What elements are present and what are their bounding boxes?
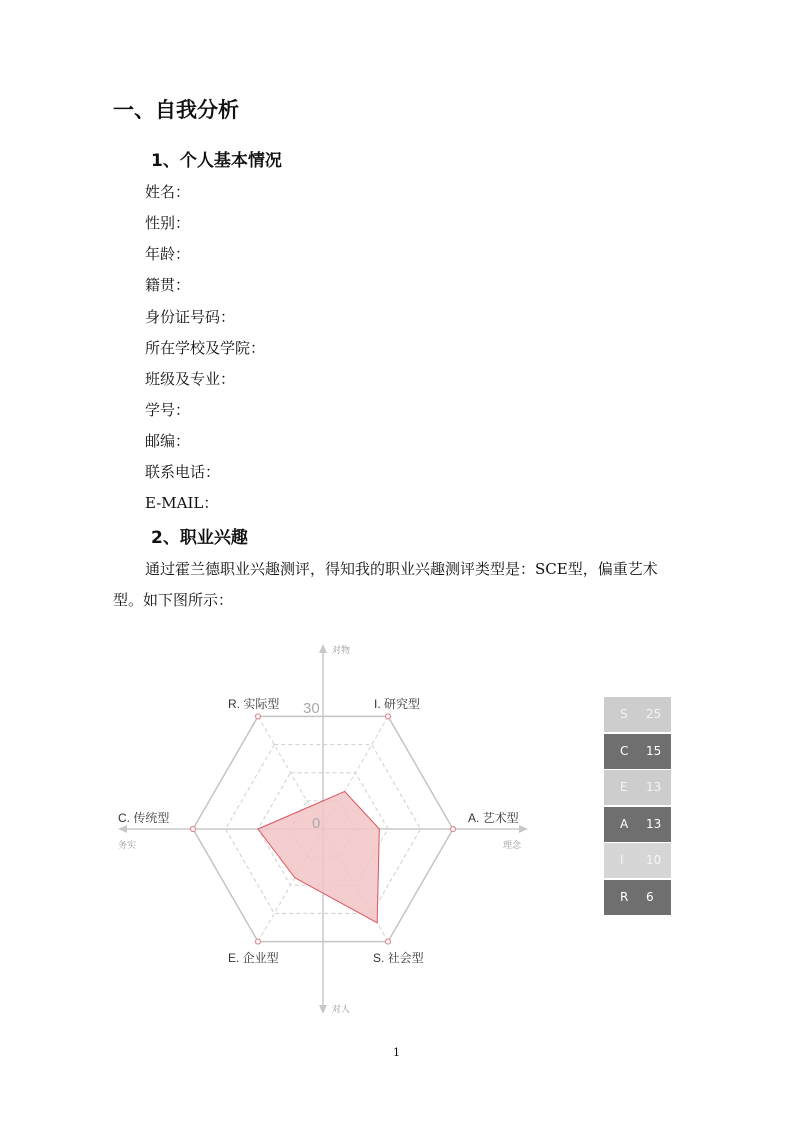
score-code: R <box>620 890 629 904</box>
score-row-e <box>604 770 671 805</box>
score-row-r <box>604 880 671 915</box>
intro-line-1: 通过霍兰德职业兴趣测评，得知我的职业兴趣测评类型是：SCE型，偏重艺术 <box>145 560 658 578</box>
vertex-label-c: C. 传统型 <box>118 811 170 825</box>
vertex-dot-i <box>386 714 391 719</box>
field-school: 所在学校及学院： <box>145 339 266 357</box>
field-student-id: 学号： <box>145 401 191 419</box>
subsection-title-basic-info: 1、个人基本情况 <box>151 151 282 171</box>
axis-label-bottom: 对人 <box>332 1004 351 1014</box>
score-code: S <box>620 707 628 721</box>
holland-radar-chart <box>110 638 540 1023</box>
score-row-c <box>604 734 671 769</box>
axis-arrow-right-icon <box>519 825 528 833</box>
vertex-dot-c <box>191 827 196 832</box>
score-value: 10 <box>646 853 662 867</box>
vertex-label-e: E. 企业型 <box>228 951 279 965</box>
field-gender: 性别： <box>145 214 191 232</box>
scale-min-label: 0 <box>312 815 321 832</box>
vertex-label-i: I. 研究型 <box>374 697 421 711</box>
axis-label-top: 对物 <box>332 645 351 655</box>
field-age: 年龄： <box>145 245 191 263</box>
axis-arrow-down-icon <box>319 1005 327 1014</box>
axis-label-left: 务实 <box>118 840 137 850</box>
vertex-label-a: A. 艺术型 <box>468 811 519 825</box>
vertex-dot-e <box>256 939 261 944</box>
score-polygon <box>258 791 379 922</box>
score-value: 25 <box>646 707 662 721</box>
field-class-major: 班级及专业： <box>145 370 236 388</box>
score-code: I <box>620 853 624 867</box>
score-row-a <box>604 807 671 842</box>
score-value: 6 <box>646 890 654 904</box>
score-code: C <box>620 744 629 758</box>
vertex-dot-r <box>256 714 261 719</box>
intro-paragraph <box>113 554 688 616</box>
subsection-title-career-interest: 2、职业兴趣 <box>151 528 248 548</box>
field-phone: 联系电话： <box>145 463 221 481</box>
score-value: 15 <box>646 744 662 758</box>
section-title: 一、自我分析 <box>113 98 239 122</box>
field-name: 姓名： <box>145 183 191 201</box>
vertex-label-s: S. 社会型 <box>373 951 424 965</box>
score-value: 13 <box>646 780 662 794</box>
field-postcode: 邮编： <box>145 432 191 450</box>
vertex-dot-a <box>451 827 456 832</box>
score-value: 13 <box>646 817 662 831</box>
axis-arrow-left-icon <box>118 825 127 833</box>
axis-label-right: 理念 <box>503 840 522 850</box>
score-row-s <box>604 697 671 732</box>
vertex-dot-s <box>386 939 391 944</box>
page-number: 1 <box>393 1046 400 1059</box>
field-id-number: 身份证号码： <box>145 308 236 326</box>
field-native-place: 籍贯： <box>145 276 191 294</box>
intro-line-2: 型。如下图所示： <box>113 591 234 609</box>
scale-max-label: 30 <box>303 700 320 717</box>
vertex-label-r: R. 实际型 <box>228 697 280 711</box>
score-row-i <box>604 843 671 878</box>
score-code: A <box>620 817 629 831</box>
axis-arrow-up-icon <box>319 644 327 653</box>
score-code: E <box>620 780 628 794</box>
field-email: E-MAIL： <box>145 494 219 512</box>
